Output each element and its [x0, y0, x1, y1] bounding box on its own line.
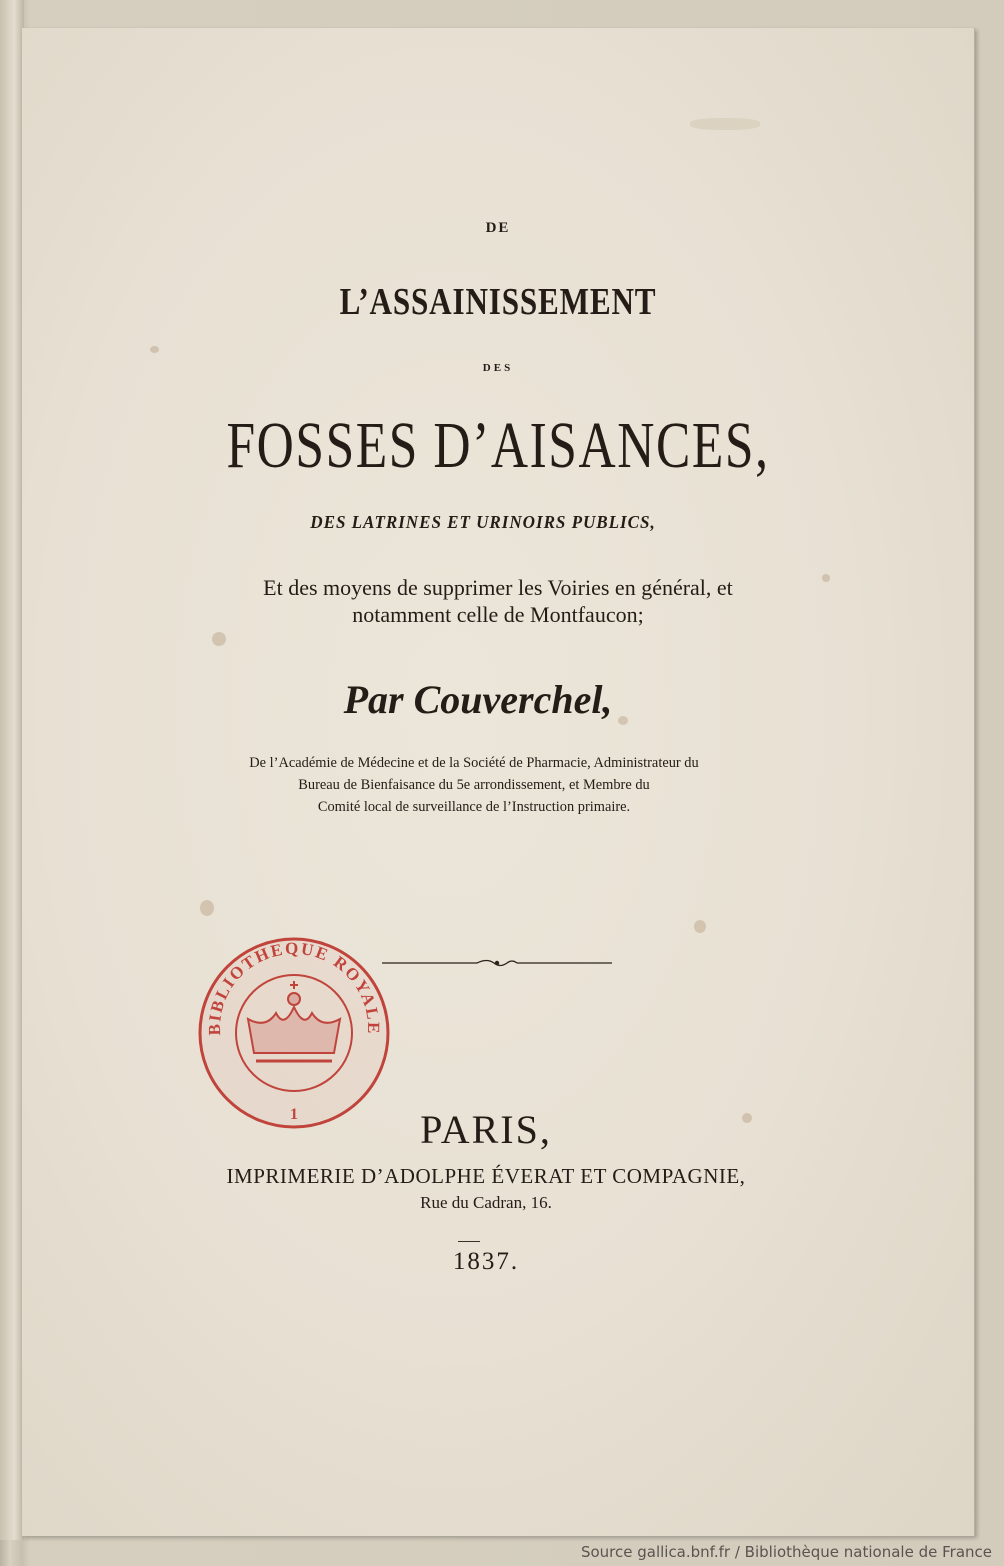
divider	[458, 1241, 480, 1242]
foxing-spot	[200, 900, 214, 916]
stamp-number: 1	[290, 1106, 298, 1123]
affiliation	[17, 752, 931, 818]
title-connector: DES	[482, 362, 514, 374]
affiliation-line: Comité local de surveillance de l’Instruction primaire.	[317, 799, 631, 815]
imprint-street: Rue du Cadran, 16.	[420, 1193, 552, 1212]
imprint-printer: IMPRIMERIE D’ADOLPHE ÉVERAT ET COMPAGNIE,	[226, 1164, 746, 1188]
source-credit: Source gallica.bnf.fr / Bibliothèque nationale de France	[580, 1543, 992, 1561]
subtitle-1: DES LATRINES ET URINOIRS PUBLICS,	[310, 512, 656, 532]
stamp-text: BIBLIOTHEQUE ROYALE	[204, 938, 384, 1036]
pretitle: DE	[485, 220, 511, 236]
imprint-city: PARIS,	[420, 1107, 552, 1152]
affiliation-line: Bureau de Bienfaisance du 5e arrondissement, et Membre du	[298, 777, 650, 793]
imprint-year: 1837.	[452, 1248, 520, 1275]
title-line-2: FOSSES D’AISANCES,	[226, 409, 770, 482]
subtitle-2	[22, 574, 974, 628]
library-stamp	[194, 933, 394, 1133]
foxing-spot	[212, 632, 226, 646]
foxing-spot	[694, 920, 706, 933]
author: Par Couverchel,	[343, 677, 613, 722]
foxing-spot	[150, 346, 159, 353]
ornamental-rule	[382, 958, 612, 968]
title-page	[22, 28, 975, 1536]
subtitle-2-line: Et des moyens de supprimer les Voiries en général, et	[263, 575, 733, 600]
subtitle-2-line: notamment celle de Montfaucon;	[352, 602, 644, 627]
affiliation-line: De l’Académie de Médecine et de la Société de Pharmacie, Administrateur du	[249, 755, 699, 771]
foxing-spot	[690, 118, 760, 130]
title-line-1: L’ASSAINISSEMENT	[339, 281, 657, 323]
